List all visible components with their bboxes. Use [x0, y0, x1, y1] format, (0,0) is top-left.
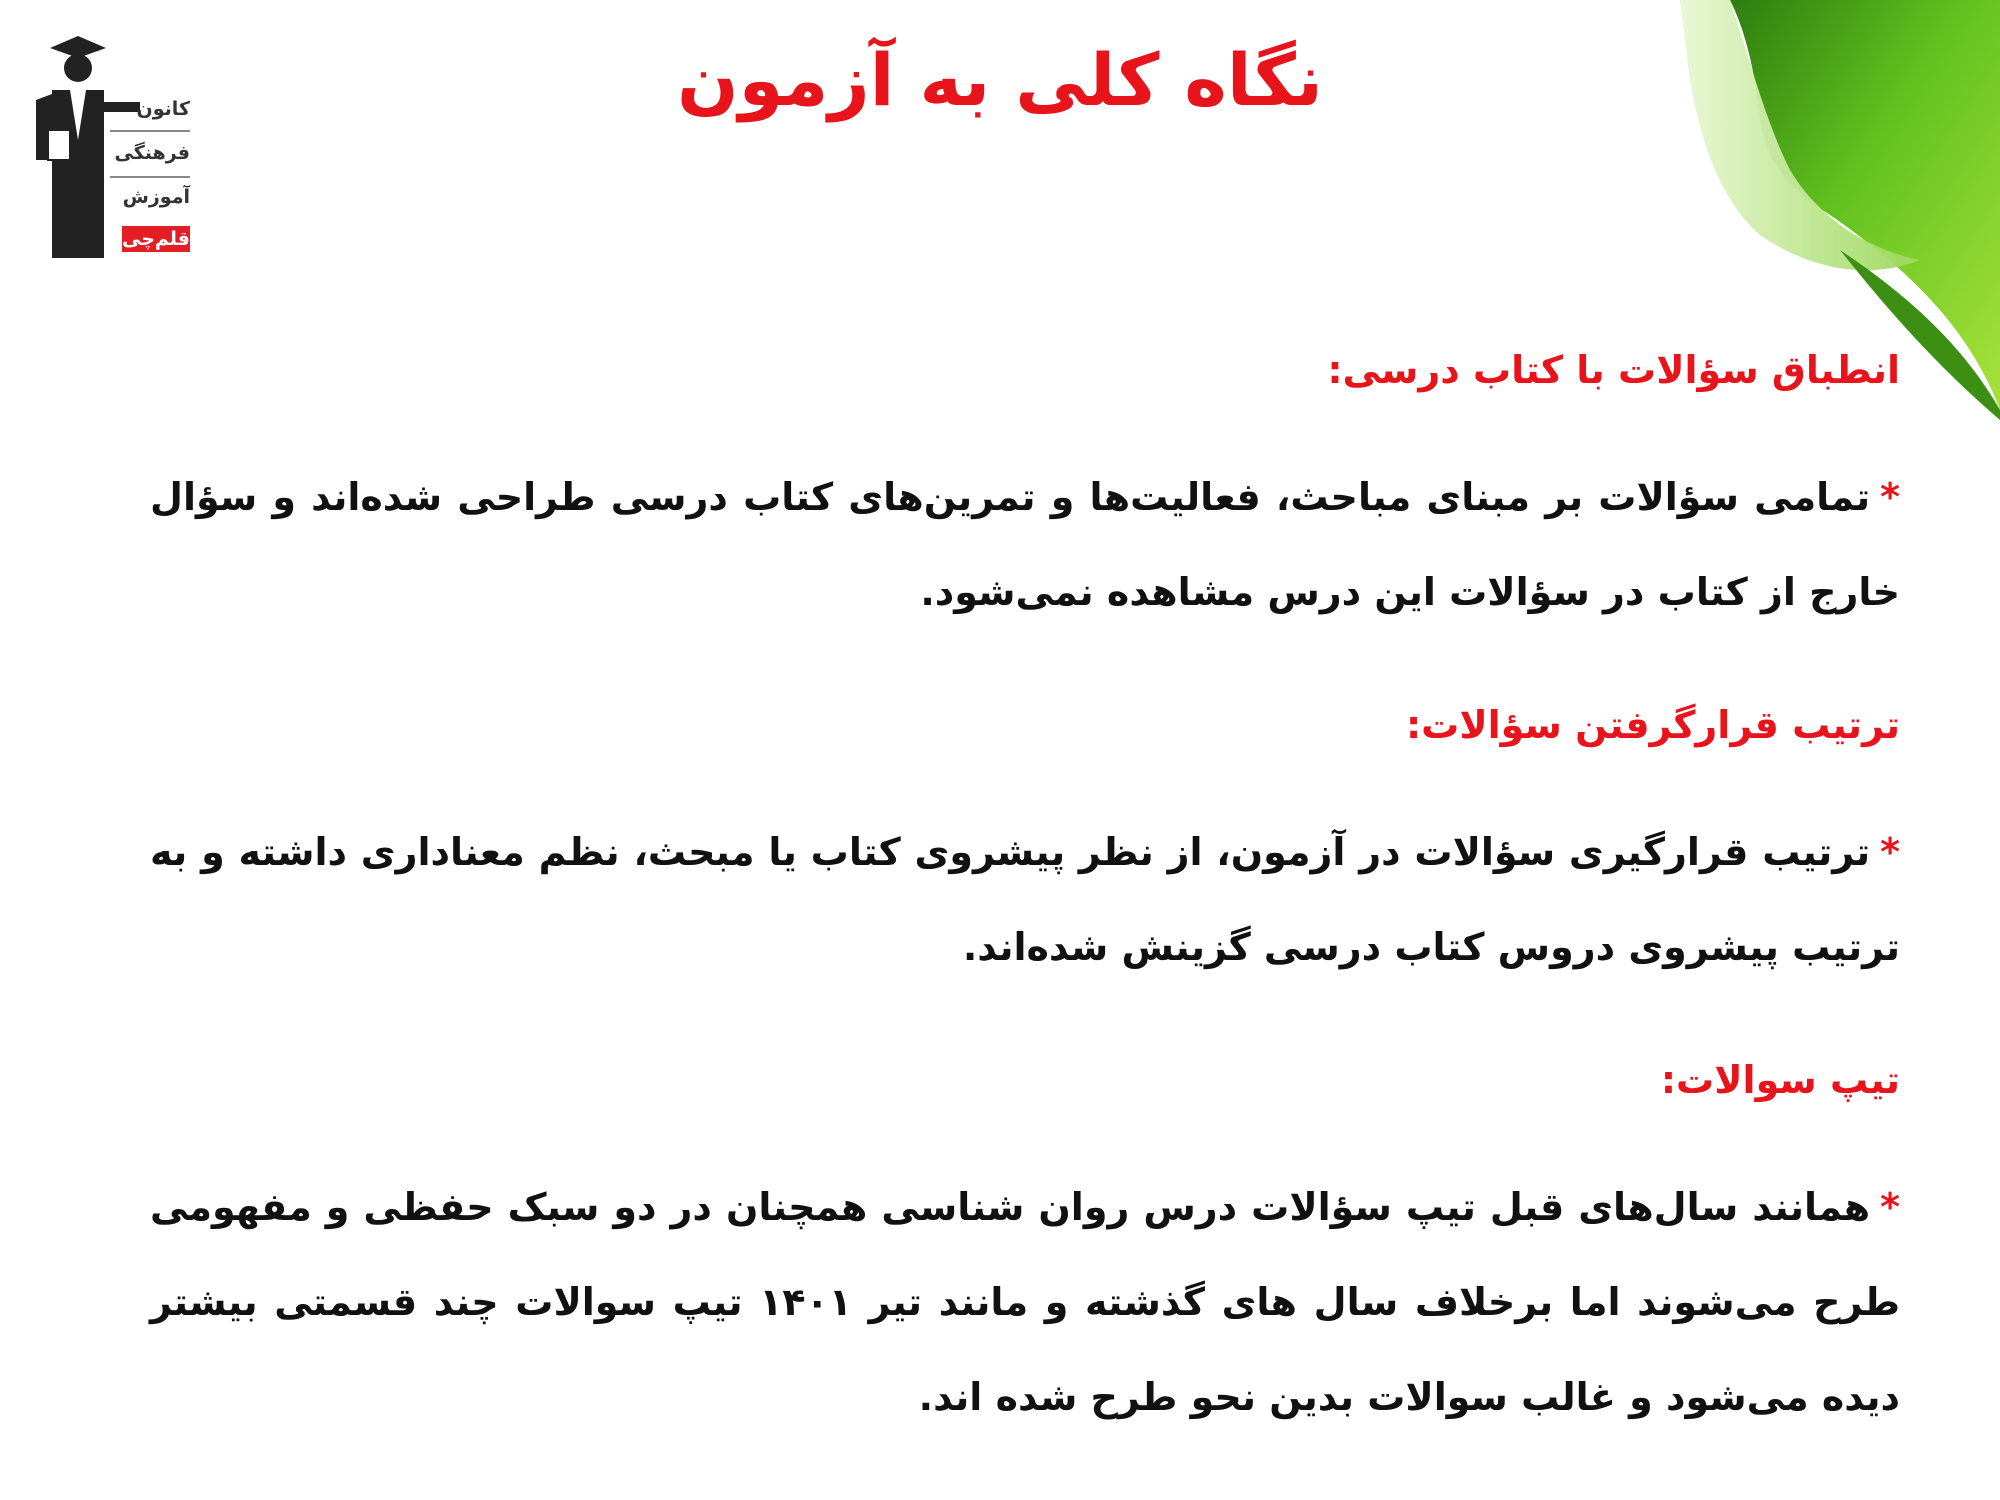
logo-divider — [110, 130, 190, 132]
bullet-star-icon: * — [1880, 830, 1900, 874]
section-paragraph-order — [150, 805, 1900, 995]
section-heading-question-type: تیپ سوالات: — [1660, 1058, 1900, 1102]
logo-text-line-4: قلم‌چی — [121, 228, 190, 250]
section-heading-alignment: انطباق سؤالات با کتاب درسی: — [1327, 348, 1900, 392]
brand-logo — [30, 30, 190, 260]
page-title: نگاه کلی به آزمون — [677, 38, 1323, 122]
section-paragraph-question-type — [150, 1160, 1900, 1445]
section-paragraph-alignment — [150, 450, 1900, 640]
logo-text-line-2: فرهنگی — [114, 142, 190, 164]
logo-text-line-3: آموزش — [122, 186, 190, 208]
paragraph-text: ترتیب قرارگیری سؤالات در آزمون، از نظر پیشروی کتاب یا مبحث، نظم معناداری داشته و به ترتیب پیشروی دروس کتاب درسی گزینش شده‌اند. — [150, 830, 1900, 969]
bullet-star-icon: * — [1880, 1185, 1900, 1229]
bullet-star-icon: * — [1880, 475, 1900, 519]
section-heading-order: ترتیب قرارگرفتن سؤالات: — [1405, 703, 1900, 747]
logo-text-line-1: کانون — [136, 98, 190, 120]
paragraph-text: تمامی سؤالات بر مبنای مباحث، فعالیت‌ها و تمرین‌های کتاب درسی طراحی شده‌اند و سؤال خارج از کتاب در سؤالات این درس مشاهده نمی‌شود. — [150, 475, 1900, 614]
paragraph-text: همانند سال‌های قبل تیپ سؤالات درس روان شناسی همچنان در دو سبک حفظی و مفهومی طرح می‌شوند اما برخلاف سال های گذشته و مانند تیر ۱۴۰۱ تیپ سوالات چند قسمتی بیشتر دیده می‌شود و غالب سوالات بدین نحو طرح شده اند. — [150, 1185, 1900, 1419]
logo-divider — [110, 176, 190, 178]
